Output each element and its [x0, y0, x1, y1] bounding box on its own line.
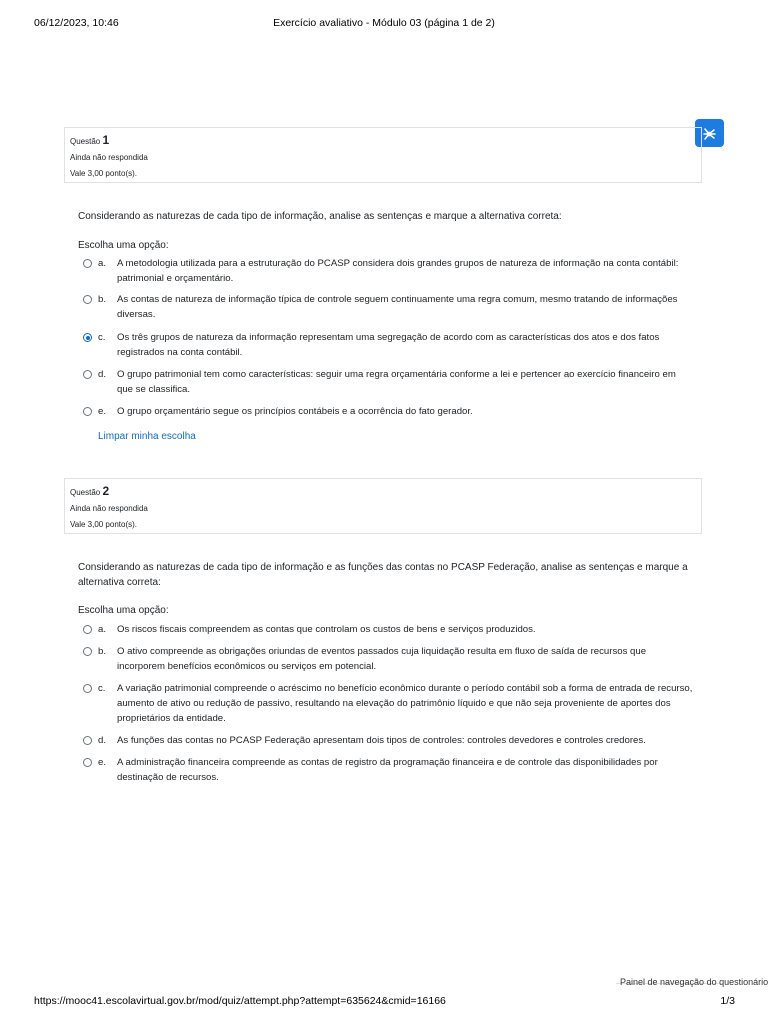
question-1-info [64, 127, 702, 183]
question-1-prompt: Escolha uma opção: [78, 240, 169, 251]
question-2-prompt: Escolha uma opção: [78, 605, 169, 616]
question-2-state: Ainda não respondida [70, 504, 148, 513]
question-2-text: Considerando as naturezas de cada tipo de informação e as funções das contas no PCASP Federação, analise as sentenças e marque a alternativa correta: [78, 562, 688, 588]
question-1-grade: Vale 3,00 ponto(s). [70, 169, 138, 178]
print-header [0, 17, 768, 31]
radio-button[interactable] [83, 625, 92, 634]
radio-button[interactable] [83, 259, 92, 268]
quiz-navigation-panel[interactable]: Painel de navegação do questionário [616, 983, 724, 990]
radio-button[interactable] [83, 684, 92, 693]
question-1-number: Questão 1 [70, 133, 110, 147]
question-2-grade: Vale 3,00 ponto(s). [70, 520, 138, 529]
print-page-number: 1/3 [720, 995, 735, 1007]
question-1-text: Considerando as naturezas de cada tipo de informação, analise as sentenças e marque a alternativa correta: [78, 211, 562, 222]
print-footer [0, 995, 768, 1009]
clear-choice-link[interactable]: Limpar minha escolha [98, 431, 196, 442]
question-2-number: Questão 2 [70, 484, 110, 498]
radio-button[interactable] [83, 758, 92, 767]
radio-button[interactable] [83, 407, 92, 416]
radio-button[interactable] [83, 370, 92, 379]
print-page-title: Exercício avaliativo - Módulo 03 (página 1 de 2) [273, 17, 495, 29]
question-2-info [64, 478, 702, 534]
question-1-state: Ainda não respondida [70, 153, 148, 162]
print-url: https://mooc41.escolavirtual.gov.br/mod/quiz/attempt.php?attempt=635624&cmid=16166 [34, 995, 446, 1007]
radio-button-selected[interactable] [83, 333, 92, 342]
sign-language-icon [701, 126, 718, 141]
radio-button[interactable] [83, 647, 92, 656]
radio-button[interactable] [83, 295, 92, 304]
print-datetime: 06/12/2023, 10:46 [34, 17, 119, 29]
radio-button[interactable] [83, 736, 92, 745]
